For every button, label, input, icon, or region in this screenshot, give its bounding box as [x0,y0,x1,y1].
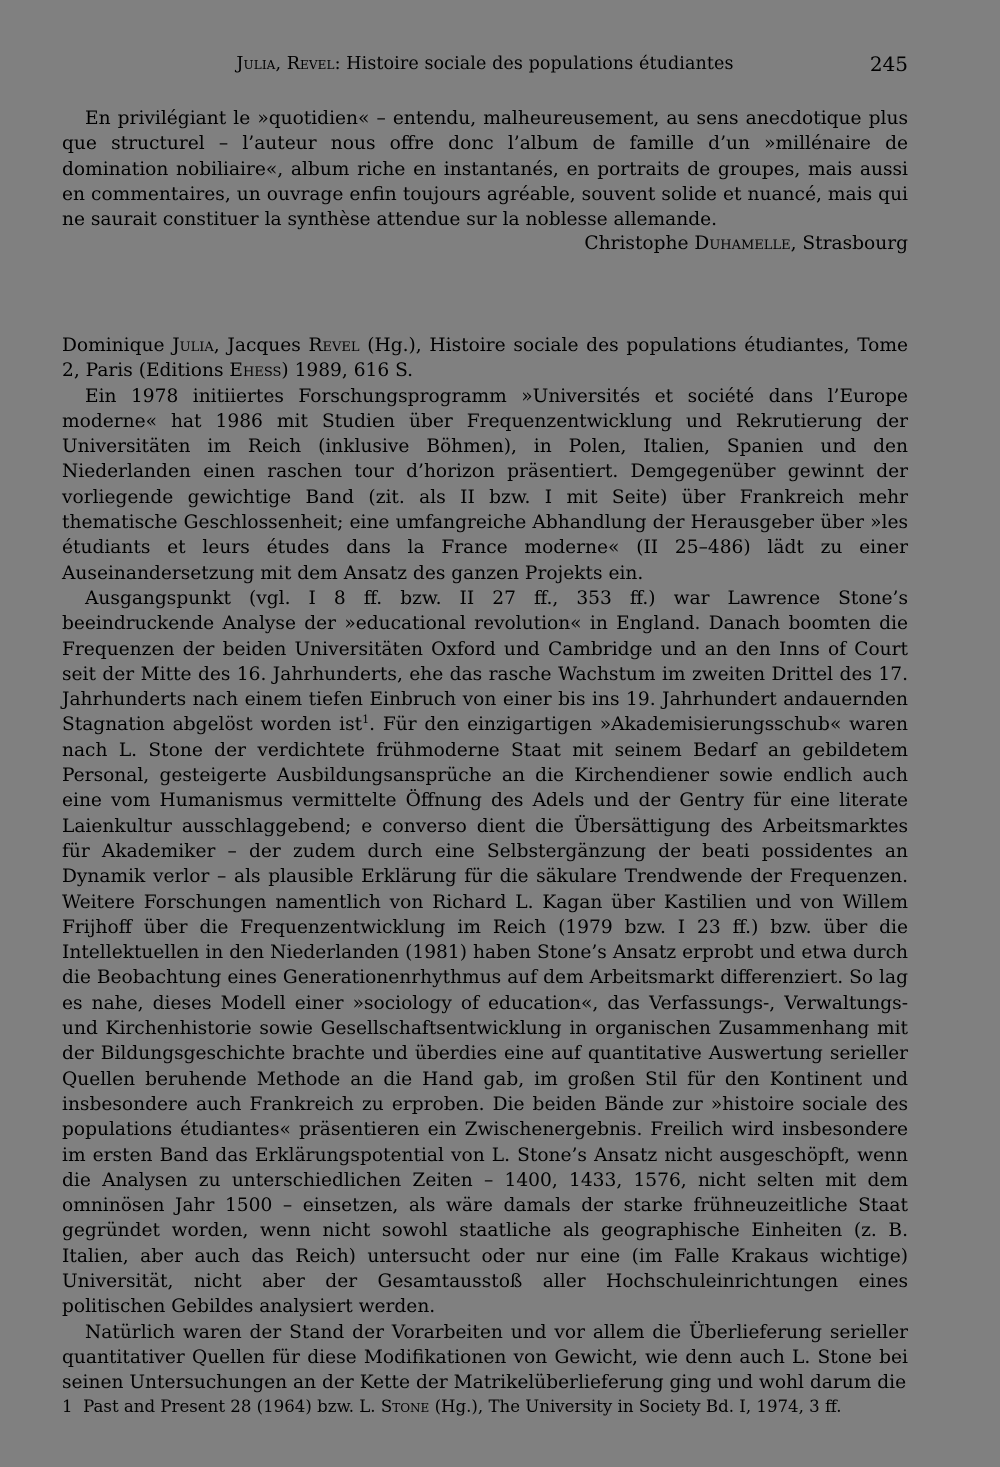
footnote-marker: 1 [362,713,370,727]
ref-author-revel: Revel [308,335,360,356]
signature-place: , Strasbourg [790,233,908,254]
review-2-paragraph-2 [62,586,908,1320]
footnote-text: (Hg.), The University in Society Bd. I, 1974, 3 ff. [429,1397,842,1416]
paragraph-2-part-a: Ausgangspunkt (vgl. I 8 ff. bzw. II 27 ff., 353 ff.) war Lawrence Stone’s beeindruckende Analyse der »educational revolution« in England. Danach boomten die Frequenzen der beiden Universitäten Oxford und Cambridge und an den Inns of Court seit der Mitte des 16. Jahrhunderts, ehe das rasche Wachstum im zweiten Drittel des 17. Jahrhunderts nach einem tiefen Einbruch von einer bis ins 19. Jahrhundert andauernden Stagnation abgelöst worden ist [62,587,908,736]
running-title [62,54,908,74]
review-1-paragraph: En privilégiant le »quotidien« – entendu, malheureusement, au sens anecdotique plus que structurel – l’auteur nous offre donc l’album de famille d’un »millénaire de domination nobiliaire«, album riche en instantanés, en portraits de groupes, mais aussi en commentaires, un ouvrage enfin toujours agréable, souvent solide et nuancé, mais qui ne saurait constituer la synthèse attendue sur la noblesse allemande. [62,108,908,231]
review-1-signature [584,233,908,254]
signature-last-name: Duhamelle [694,233,791,254]
ref-part: , Jacques [213,335,309,356]
paragraph-2-part-b: . Für den einzigartigen »Akademisierungsschub« waren nach L. Stone der verdichtete frühmoderne Staat mit seinem Bedarf an gebildetem Personal, gesteigerte Ausbildungsansprüche an die Kirchendiener sowie endlich auch eine vom Humanismus vermittelte Öffnung des Adels und der Gentry für eine literate Laienkultur ausschlaggebend; e converso dient die Übersättigung des Arbeitsmarktes für Akademiker – der zudem durch eine Selbstergänzung der beati possidentes an Dynamik verlor – als plausible Erklärung für die säkulare Trendwende der Frequenzen. Weitere Forschungen namentlich von Richard L. Kagan über Kastilien und von Willem Frijhoff über die Frequenzentwicklung im Reich (1979 bzw. I 23 ff.) bzw. über die Intellektuellen in den Niederlanden (1981) haben Stone’s Ansatz erprobt und etwa durch die Beobachtung eines Generationenrhythmus auf dem Arbeitsmarkt differenziert. So lag es nahe, dieses Modell einer »sociology of education«, das Verfassungs-, Verwaltungs- und Kirchenhistorie sowie Gesellschaftsentwicklung in organischen Zusammenhang mit der Bildungsgeschichte brachte und überdies eine auf quantitative Auswertung serieller Quellen beruhende Methode an die Hand gab, im großen Stil für den Kontinent und insbesondere auch Frankreich zu erproben. Die beiden Bände zur »histoire sociale des populations étudiantes« präsentieren ein Zwischenergebnis. Freilich wird insbesondere im ersten Band das Erklärungspotential von L. Stone’s Ansatz nicht ausgeschöpft, wenn die Analysen zu unterschiedlichen Zeiten – 1400, 1433, 1576, nicht selten mit dem omninösen Jahr 1500 – einsetzen, als wäre damals der starke frühneuzeitliche Staat gegründet worden, wenn nicht sowohl staatliche als geographische Einheiten (z. B. Italien, aber auch das Reich) untersucht oder nur eine (im Falle Krakaus wichtige) Universität, nicht aber der Gesamtausstoß aller Hochschuleinrichtungen eines politischen Gebildes analysiert werden. [62,714,908,1318]
ref-part: Dominique [62,335,173,356]
footnote-1 [62,1396,908,1418]
header-title: : Histoire sociale des populations étudiantes [334,54,734,74]
review-2-bibliographic-reference [62,333,908,384]
review-2-paragraph-3: Natürlich waren der Stand der Vorarbeiten und vor allem die Überlieferung serieller quantitativer Quellen für diese Modifikationen von Gewicht, wie denn auch L. Stone bei seinen Untersuchungen an der Kette der Matrikelüberlieferung ging und wohl darum die [62,1321,908,1394]
signature-first-name: Christophe [584,233,695,254]
ref-publisher-ehess: Ehess [229,360,282,382]
review-2 [62,333,908,1395]
page-number: 245 [869,52,908,76]
header-author-julia: Julia [236,54,276,74]
footnote-author-stone: Stone [380,1397,430,1416]
header-author-separator: , [275,54,287,74]
ref-part: (Hg.), Histoire sociale des populations étudiantes, Tome 2, Paris (Editions [62,335,908,382]
footnote-number: 1 [62,1397,73,1416]
header-author-revel: Revel [286,54,335,74]
review-1-conclusion [62,106,908,232]
footnote-text: Past and Present 28 (1964) bzw. L. [83,1397,381,1416]
ref-part: ) 1989, 616 S. [281,360,414,382]
review-2-paragraph-1: Ein 1978 initiiertes Forschungsprogramm »Universités et société dans l’Europe moderne« hat 1986 mit Studien über Frequenzentwicklung und Rekrutierung der Universitäten im Reich (inklusive Böhmen), in Polen, Italien, Spanien und den Niederlanden einen raschen tour d’horizon präsentiert. Demgegenüber gewinnt der vorliegende gewichtige Band (zit. als II bzw. I mit Seite) über Frankreich mehr thematische Geschlossenheit; eine umfangreiche Abhandlung der Herausgeber über »les étudiants et leurs études dans la France moderne« (II 25–486) lädt zu einer Auseinandersetzung mit dem Ansatz des ganzen Projekts ein. [62,385,908,584]
ref-author-julia: Julia [172,335,214,356]
running-header [62,52,908,82]
